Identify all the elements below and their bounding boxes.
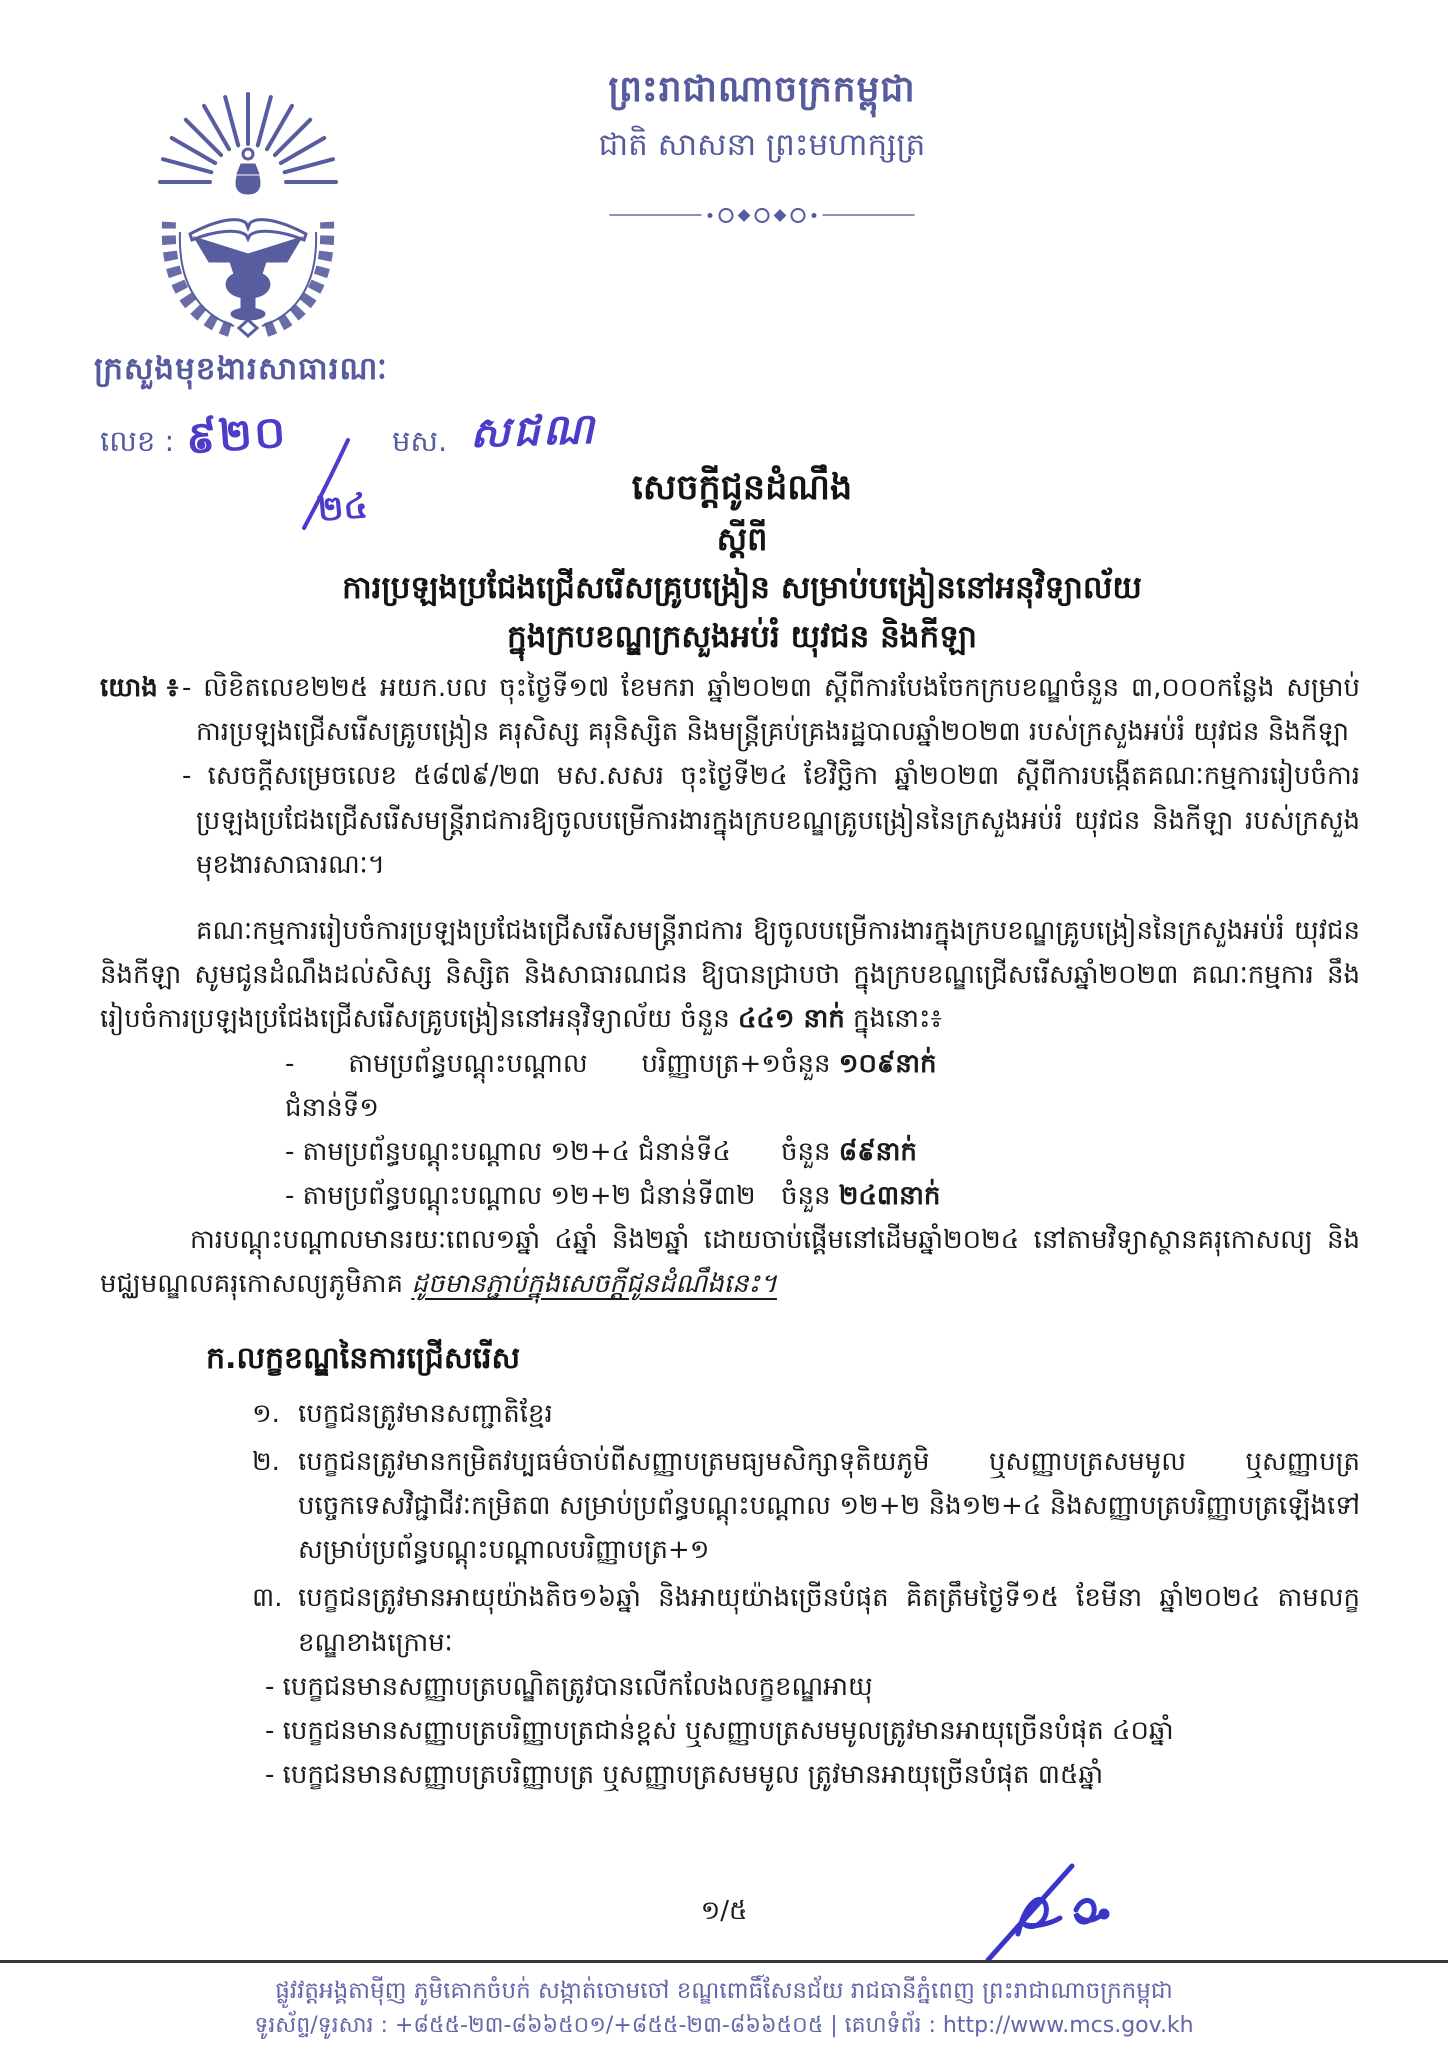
kingdom-title: ព្រះរាជាណាចក្រកម្ពុជា — [608, 69, 916, 110]
quota-count: ចំនួន ២៤៣នាក់ — [781, 1181, 941, 1212]
ministry-name: ក្រសួងមុខងារសាធារណៈ — [94, 351, 388, 387]
quota-row — [285, 1042, 1360, 1130]
title-announcement: សេចក្តីជូនដំណឹង — [631, 468, 853, 508]
footer-address: ផ្លូវវត្តអង្គតាមុីញ ភូមិគោកចំបក់ សង្កាត់ចោមចៅ ខណ្ឌពោធិ៍សែនជ័យ រាជធានីភ្នំពេញ ព្រះរាជាណាចក្រកម្ពុជា — [275, 1978, 1173, 2004]
condition-text: បេក្ខជនត្រូវមានកម្រិតវប្បធម៌ចាប់ពីសញ្ញាបត្រមធ្យមសិក្សាទុតិយភូមិ ឬសញ្ញាបត្រសមមូល ឬសញ្ញាបត្របច្ចេកទេសវិជ្ជាជីវៈកម្រិត៣ សម្រាប់ប្រព័ន្ធបណ្តុះបណ្តាល ១២+២ និង១២+៤ និងសញ្ញាបត្របរិញ្ញាបត្រឡើងទៅសម្រាប់ប្រព័ន្ធបណ្តុះបណ្តាលបរិញ្ញាបត្រ+១ — [298, 1446, 1360, 1566]
footer-phone: ទូរស័ព្ទ/ទូរសារ : +៨៥៥-២៣-៨៦៦៥០១/+៨៥៥-២៣-៨៦៦៥០៥ | គេហទំព័រ : — [254, 2013, 943, 2038]
paragraph-training — [100, 1218, 1360, 1306]
handwritten-code: សជណ — [469, 403, 598, 458]
quota-list — [285, 1042, 1360, 1219]
handwritten-doc-number: ៩២០ — [184, 406, 289, 465]
paragraph-announcement-tail: ក្នុងនោះ៖ — [844, 1004, 942, 1035]
reference-item: - សេចក្តីសម្រេចលេខ ៥៨៧៩/២៣ មស.សសរ ចុះថ្ងៃទី២៤ ខែវិច្ឆិកា ឆ្នាំ២០២៣ ស្តីពីការបង្កើតគណៈកម្មការរៀបចំការប្រឡងប្រជែងជ្រើសរើសមន្ត្រីរាជការឱ្យចូលបម្រើការងារក្នុងក្របខណ្ឌគ្រូបង្រៀននៃក្រសួងអប់រំ យុវជន និងកីឡា របស់ក្រសួងមុខងារសាធារណៈ។ — [182, 761, 1360, 880]
condition-number: ១. — [252, 1398, 280, 1429]
document-title-block — [18, 462, 1448, 662]
lamp-and-book-icon — [190, 149, 306, 336]
references-label: យោង ៖ — [100, 673, 179, 703]
document-body — [100, 666, 1360, 1797]
section-a-heading: ក.លក្ខខណ្ឌនៃការជ្រើសរើស — [206, 1340, 521, 1376]
condition-number: ២. — [252, 1446, 280, 1477]
doc-number-suffix: មស. — [392, 424, 448, 458]
doc-number-label: លេខ : — [100, 424, 175, 458]
national-motto: ជាតិ សាសនា ព្រះមហាក្សត្រ — [598, 127, 926, 163]
condition-item — [252, 1392, 1360, 1436]
condition-item — [252, 1440, 1360, 1573]
quota-program: - តាមប្រព័ន្ធបណ្តុះបណ្តាល បរិញ្ញាបត្រ+១ ជំនាន់ទី១ — [285, 1048, 781, 1123]
condition-text: បេក្ខជនត្រូវមានសញ្ជាតិខ្មែរ — [298, 1398, 553, 1429]
handwritten-year-denominator: ២៤ — [316, 485, 370, 531]
condition-number: ៣. — [252, 1583, 283, 1614]
paragraph-announcement — [100, 909, 1360, 1042]
paragraph-training-text: ការបណ្តុះបណ្តាលមានរយៈពេល១ឆ្នាំ ៤ឆ្នាំ និង២ឆ្នាំ ដោយចាប់ផ្តើមនៅដើមឆ្នាំ២០២៤ នៅតាមវិទ្យាស្ថានគរុកោសល្យ និងមជ្ឈមណ្ឌលគរុកោសល្យភូមិភាគ — [100, 1225, 1360, 1300]
title-subject-line2: ក្នុងក្របខណ្ឌក្រសួងអប់រំ យុវជន និងកីឡា — [507, 619, 977, 655]
reference-item: - លិខិតលេខ២២៥ អយក.បល ចុះថ្ងៃទី១៧ ខែមករា ឆ្នាំ២០២៣ ស្តីពីការបែងចែកក្របខណ្ឌចំនួន ៣,០០០កន្លែង សម្រាប់ការប្រឡងជ្រើសរើសគ្រូបង្រៀន គរុសិស្ស គរុនិស្សិត និងមន្ត្រីគ្រប់គ្រងរដ្ឋបាលឆ្នាំ២០២៣ របស់ក្រសួងអប់រំ យុវជន និងកីឡា — [182, 673, 1360, 748]
age-condition-subitem: - បេក្ខជនមានសញ្ញាបត្របរិញ្ញាបត្រ ឬសញ្ញាបត្រសមមូល ត្រូវមានអាយុច្រើនបំផុត ៣៥ឆ្នាំ — [265, 1760, 1104, 1791]
page-number: ១/៥ — [700, 1896, 748, 1926]
footer-website-link[interactable]: http://www.mcs.gov.kh — [942, 2013, 1194, 2038]
decorative-divider — [610, 210, 915, 220]
quota-count-value: ២៤៣នាក់ — [838, 1181, 941, 1212]
quota-row — [285, 1174, 1360, 1218]
quota-count: ចំនួន ៨៩នាក់ — [781, 1136, 917, 1167]
title-regarding: ស្តីពី — [716, 520, 768, 558]
ministry-emblem-icon — [138, 82, 358, 342]
references-block — [100, 666, 1360, 887]
condition-item — [252, 1576, 1360, 1664]
quota-count-value: ៨៩នាក់ — [838, 1136, 917, 1167]
quota-count: ចំនួន ១០៩នាក់ — [781, 1048, 937, 1079]
title-subject-line1: ការប្រឡងប្រជែងជ្រើសរើសគ្រូបង្រៀន សម្រាប់បង្រៀននៅអនុវិទ្យាល័យ — [342, 570, 1142, 606]
attached-note-emphasis: ដូចមានភ្ជាប់ក្នុងសេចក្តីជូនដំណឹងនេះ។ — [411, 1269, 777, 1300]
footer-contact — [0, 2009, 1448, 2043]
total-candidates-count: ៤៤១ នាក់ — [737, 1004, 845, 1035]
age-condition-subitem: - បេក្ខជនមានសញ្ញាបត្របណ្ឌិតត្រូវបានលើកលែងលក្ខខណ្ឌអាយុ — [265, 1671, 873, 1702]
footer — [0, 1960, 1448, 2048]
quota-program: - តាមប្រព័ន្ធបណ្តុះបណ្តាល ១២+២ ជំនាន់ទី៣២ — [285, 1181, 756, 1212]
age-condition-subitem: - បេក្ខជនមានសញ្ញាបត្របរិញ្ញាបត្រជាន់ខ្ពស់ ឬសញ្ញាបត្រសមមូលត្រូវមានអាយុច្រើនបំផុត ៤០ឆ្នាំ — [265, 1715, 1174, 1746]
paragraph-announcement-text: គណៈកម្មការរៀបចំការប្រឡងប្រជែងជ្រើសរើសមន្ត្រីរាជការ ឱ្យចូលបម្រើការងារក្នុងក្របខណ្ឌគ្រូបង្រៀននៃក្រសួងអប់រំ យុវជន និងកីឡា សូមជូនដំណឹងដល់សិស្ស និស្សិត និងសាធារណជន ឱ្យបានជ្រាបថា ក្នុងក្របខណ្ឌជ្រើសរើសឆ្នាំ២០២៣ គណៈកម្មការ នឹងរៀបចំការប្រឡងប្រជែងជ្រើសរើសគ្រូបង្រៀននៅអនុវិទ្យាល័យ ចំនួន — [100, 915, 1360, 1035]
quota-row — [285, 1130, 1360, 1174]
condition-text: បេក្ខជនត្រូវមានអាយុយ៉ាងតិច១៦ឆ្នាំ និងអាយុយ៉ាងច្រើនបំផុត គិតត្រឹមថ្ងៃទី១៥ ខែមីនា ឆ្នាំ២០២៤ តាមលក្ខខណ្ឌខាងក្រោមៈ — [298, 1583, 1360, 1658]
quota-program: - តាមប្រព័ន្ធបណ្តុះបណ្តាល ១២+៤ ជំនាន់ទី៤ — [285, 1136, 731, 1167]
quota-count-value: ១០៩នាក់ — [838, 1048, 937, 1079]
